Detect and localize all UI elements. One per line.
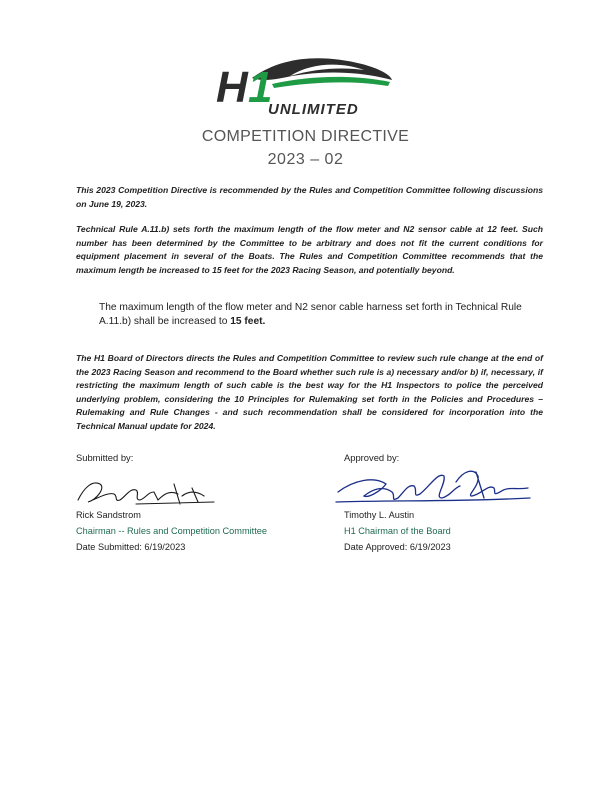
approved-date: Date Approved: 6/19/2023 bbox=[344, 542, 451, 552]
board-paragraph: The H1 Board of Directors directs the Rules and Competition Committee to review such rule change at the end of the 2023 Racing Season and recommend to the Board whether such rule is a) necessary and/or b) if, necessary, if restricting the maximum length of such cable is the best way for the H1 Inspectors to police the perceived underlying problem, considering the 10 Principles for Rulemaking set forth in the Policies and Procedures – Rulemaking and Rule Changes - and such recommendation shall be considered for incorporation into the Technical Manual update for 2024. bbox=[76, 353, 543, 431]
approved-by-label: Approved by: bbox=[344, 452, 400, 463]
rule-paragraph: Technical Rule A.11.b) sets forth the maximum length of the flow meter and N2 sensor cable at 12 feet. Such number has been determined by the Committee to be arbitrary and does not fit the current conditions for equipment placement in several of the Boats. The Rules and Competition Committee recommends that the maximum length be increased to 15 feet for the 2023 Racing Season, and potentially beyond. bbox=[76, 224, 543, 275]
intro-paragraph: This 2023 Competition Directive is recommended by the Rules and Competition Committee following discussions on June 19, 2023. bbox=[76, 185, 543, 209]
svg-text:UNLIMITED: UNLIMITED bbox=[268, 101, 359, 118]
submitter-name: Rick Sandstrom bbox=[76, 510, 141, 520]
approver-name: Timothy L. Austin bbox=[344, 510, 415, 520]
h1-unlimited-logo bbox=[212, 50, 394, 122]
submitted-date: Date Submitted: 6/19/2023 bbox=[76, 542, 186, 552]
svg-text:H: H bbox=[216, 63, 248, 112]
directive-text: The maximum length of the flow meter and N2 senor cable harness set forth in Technical Rule A.11.b) shall be increased to bbox=[99, 302, 522, 328]
directive-title: COMPETITION DIRECTIVE bbox=[201, 128, 410, 145]
submitter-title: Chairman -- Rules and Competition Committee bbox=[76, 526, 267, 536]
directive-value: 15 feet. bbox=[230, 316, 266, 328]
approver-signature bbox=[334, 462, 534, 512]
directive-number: 2023 – 02 bbox=[267, 151, 344, 168]
submitter-signature bbox=[74, 470, 224, 510]
directive-statement bbox=[99, 301, 539, 330]
svg-text:1: 1 bbox=[248, 63, 273, 112]
approver-title: H1 Chairman of the Board bbox=[344, 526, 451, 536]
submitter-block bbox=[76, 507, 267, 555]
approver-block bbox=[344, 507, 451, 555]
submitted-by-label: Submitted by: bbox=[76, 452, 134, 463]
